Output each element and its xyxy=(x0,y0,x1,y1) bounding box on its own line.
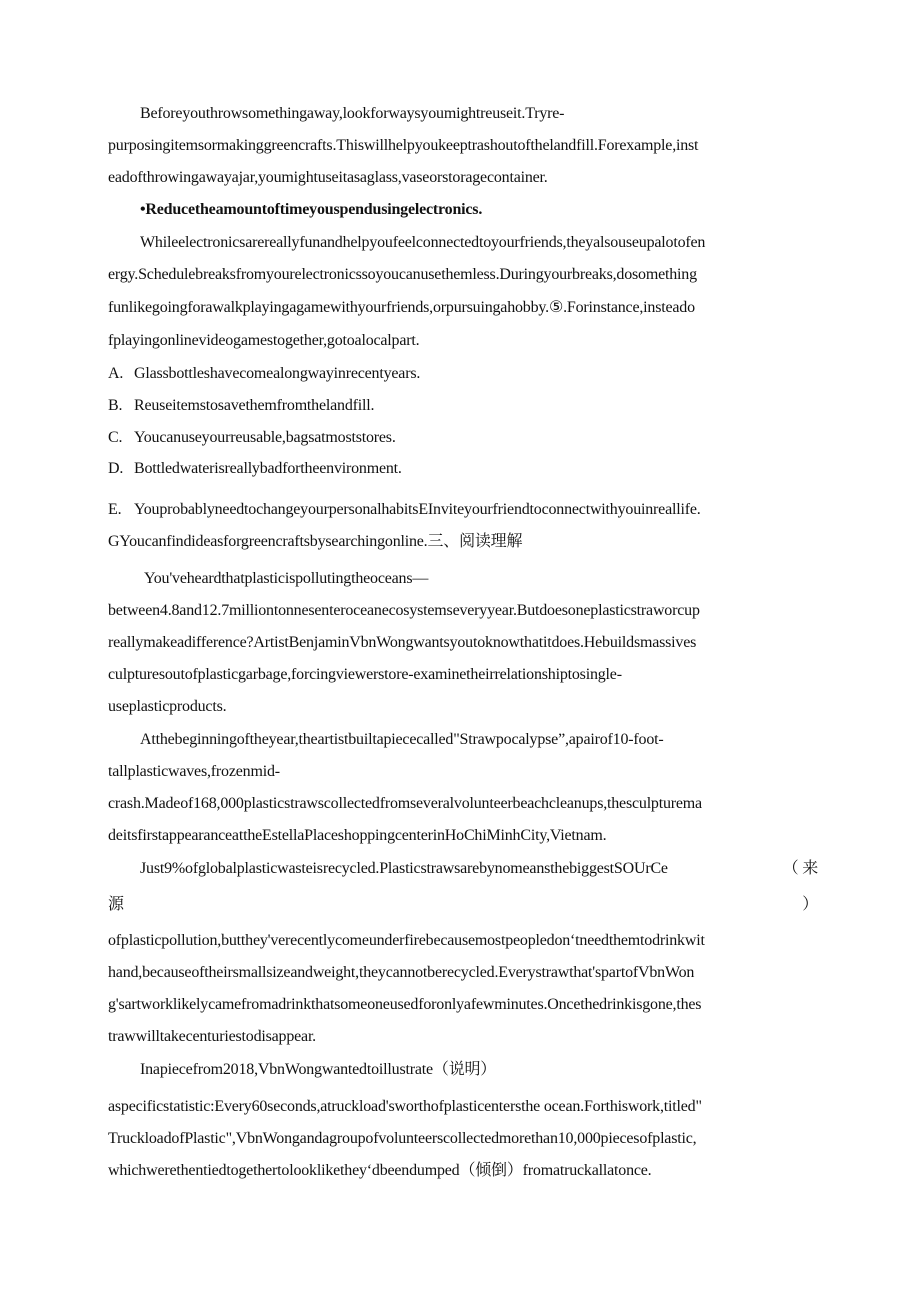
option-text: YouprobablyneedtochangeyourpersonalhabitsEInviteyourfriendtoconnectwithyouinreallife. xyxy=(134,501,701,518)
option-label: C. xyxy=(108,429,123,446)
text-line: crash.Madeof168,000plasticstrawscollectedfromseveralvolunteerbeachcleanups,thesculpturema xyxy=(108,795,702,812)
text-line: Just9%ofglobalplasticwasteisrecycled.PlasticstrawsarebynomeansthebiggestSOUrCe xyxy=(140,860,668,877)
paren-open: （ 来 xyxy=(782,860,818,877)
text-line: ergy.Schedulebreaksfromyourelectronicssoyoucanusethemless.Duringyourbreaks,dosomething xyxy=(108,266,697,283)
text-line: tallplasticwaves,frozenmid- xyxy=(108,763,280,780)
text-line: fplayingonlinevideogamestogether,gotoalocalpart. xyxy=(108,332,420,349)
text-line: 源 xyxy=(108,896,124,913)
text-line: reallymakeadifference?ArtistBenjaminVbnWongwantsyoutoknowthatitdoes.Hebuildsmassives xyxy=(108,634,697,651)
option-label: A. xyxy=(108,365,124,382)
text-line: Atthebeginningoftheyear,theartistbuiltapiececalled"Strawpocalypse”,apairof10-foot- xyxy=(140,731,664,748)
section-heading: •Reducetheamountoftimeyouspendusingelectronics. xyxy=(140,201,483,218)
option-text: Reuseitemstosavethemfromthelandfill. xyxy=(134,397,375,414)
option-d xyxy=(108,459,818,479)
text-line: deitsfirstappearanceattheEstellaPlaceshoppingcenterinHoChiMinhCity,Vietnam. xyxy=(108,827,607,844)
text-line: funlikegoingforawalkplayingagamewithyourfriends,orpursuingahobby.⑤.Forinstance,insteado xyxy=(108,299,695,316)
text-line: whichwerethentiedtogethertolookliketheyʻdbeendumped（倾倒）fromatruckallatonce. xyxy=(108,1162,652,1179)
text-line: useplasticproducts. xyxy=(108,698,227,715)
option-text: Glassbottleshavecomealongwayinrecentyears. xyxy=(134,365,421,382)
text-line: eadofthrowingawayajar,youmightuseitasaglass,vaseorstoragecontainer. xyxy=(108,169,548,186)
text-line: Whileelectronicsarereallyfunandhelpyoufeelconnectedtoyourfriends,theyalsouseupalotofen xyxy=(140,234,706,251)
text-line: aspecificstatistic:Every60seconds,atruckload'sworthofplasticentersthe ocean.Forthiswork,titled" xyxy=(108,1098,702,1115)
option-label: B. xyxy=(108,397,123,414)
text-line: hand,becauseoftheirsmallsizeandweight,theycannotberecycled.Everystrawthat'spartofVbnWon xyxy=(108,964,695,981)
option-text: Bottledwaterisreallybadfortheenvironment. xyxy=(134,460,402,477)
text-line: culpturesoutofplasticgarbage,forcingviewerstore-examinetheirrelationshiptosingle- xyxy=(108,666,622,683)
text-line: TruckloadofPlastic",VbnWongandagroupofvolunteerscollectedmorethan10,000piecesofplastic, xyxy=(108,1130,697,1147)
text-line: Beforeyouthrowsomethingaway,lookforwaysyoumightreuseit.Tryre- xyxy=(140,105,565,122)
paren-close: ） xyxy=(802,896,818,913)
option-g-and-section-title: GYoucanfindideasforgreencraftsbysearchingonline.三、阅读理解 xyxy=(108,533,523,550)
text-line: ofplasticpollution,butthey'verecentlycomeunderfirebecausemostpeopledonʻtneedthemtodrinkwit xyxy=(108,932,705,949)
option-label: E. xyxy=(108,501,122,518)
text-line: g'sartworklikelycamefromadrinkthatsomeoneusedforonlyafewminutes.Oncethedrinkisgone,thes xyxy=(108,996,702,1013)
text-line: between4.8and12.7milliontonnesenteroceanecosystemseveryyear.Butdoesoneplasticstraworcup xyxy=(108,602,700,619)
option-b xyxy=(108,396,818,416)
text-line: purposingitemsormakinggreencrafts.Thiswillhelpyoukeeptrashoutofthelandfill.Forexample,inst xyxy=(108,137,699,154)
option-label: D. xyxy=(108,460,124,477)
option-a xyxy=(108,364,818,384)
option-c xyxy=(108,428,818,448)
option-text: Youcanuseyourreusable,bagsatmoststores. xyxy=(134,429,396,446)
text-line: You'veheardthatplasticispollutingtheoceans— xyxy=(144,570,429,587)
text-line: Inapiecefrom2018,VbnWongwantedtoillustrate（说明） xyxy=(140,1061,497,1078)
text-line: trawwilltakecenturiestodisappear. xyxy=(108,1028,316,1045)
option-e xyxy=(108,500,818,520)
